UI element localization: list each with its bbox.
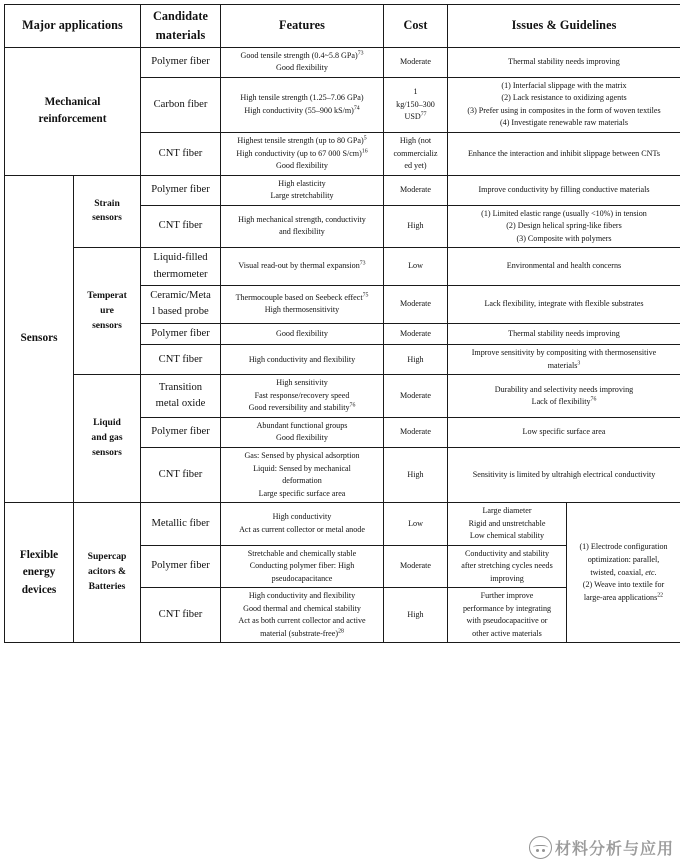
citation-sup: 28 [338, 628, 344, 635]
cost-line: kg/150–300 [396, 99, 435, 109]
features-cell [221, 545, 384, 588]
group-label-line: Mechanical [44, 95, 101, 108]
feature-line: Highest tensile strength (up to 80 GPa)$^5$ [237, 135, 367, 145]
citation-sup: 73 [359, 260, 366, 267]
table-row [5, 375, 680, 418]
material-line: Ceramic/Meta [150, 290, 211, 302]
feature-line: Good tensile strength (0.4~5.8 GPa)$^{73}$ [240, 50, 364, 60]
cost-line: ed yet) [404, 161, 427, 171]
feature-line: Conducting polymer fiber: High [249, 561, 355, 571]
feature-line: High conductivity (55–900 kS/m)$^{74}$ [244, 105, 360, 115]
feature-line: material (substrate-free)$^{28}$ [260, 628, 344, 638]
cost-cell: Moderate [384, 323, 448, 344]
issues-cell: Improve conductivity by filling conductive materials [448, 175, 680, 205]
feature-line: Good reversibility and stability$^{76}$ [248, 402, 356, 413]
feature-line: High thermosensitivity [264, 305, 340, 315]
subgroup-liquid-gas-sensors [74, 375, 141, 503]
features-cell [221, 205, 384, 248]
guideline-line: large-area applications$^{22}$ [583, 591, 664, 602]
cost-cell: Moderate [384, 175, 448, 205]
subgroup-label-line: Batteries [88, 581, 126, 593]
guidelines-cell [567, 503, 680, 643]
cost-line: 1 [413, 87, 418, 97]
material-name: Metallic fiber [141, 503, 221, 546]
feature-line: deformation [282, 476, 322, 486]
material-name [141, 248, 221, 286]
citation-sup: 75 [362, 292, 369, 299]
feature-line: High sensitivity [276, 378, 328, 388]
features-cell [221, 47, 384, 77]
feature-line: Good thermal and chemical stability [243, 603, 361, 613]
header-cost: Cost [384, 5, 448, 48]
material-line: metal oxide [155, 398, 206, 410]
watermark-text: 材料分析与应用 [554, 839, 674, 858]
subgroup-supercapacitors-batteries [74, 503, 141, 643]
material-name: CNT fiber [141, 448, 221, 503]
cost-cell: Moderate [384, 47, 448, 77]
feature-line: High elasticity [278, 178, 326, 188]
features-cell: Good flexibility [221, 323, 384, 344]
material-name: Polymer fiber [141, 47, 221, 77]
issue-line: performance by integrating [462, 603, 552, 613]
citation-sup: 16 [361, 147, 368, 154]
material-name: Polymer fiber [141, 323, 221, 344]
issue-line: Large diameter [482, 506, 532, 516]
issue-line: after stretching cycles needs [461, 561, 553, 571]
feature-line: High tensile strength (1.25–7.06 GPa) [240, 93, 364, 103]
issues-cell: Sensitivity is limited by ultrahigh electrical conductivity [448, 448, 680, 503]
feature-line: Liquid: Sensed by mechanical [253, 463, 351, 473]
issues-cell [448, 588, 567, 643]
material-name: Polymer fiber [141, 545, 221, 588]
guideline-line: (2) Weave into textile for [582, 580, 665, 590]
cost-cell: Moderate [384, 286, 448, 324]
watermark [529, 836, 674, 859]
features-cell [221, 286, 384, 324]
issue-line: (4) Investigate renewable raw materials [499, 118, 629, 128]
subgroup-strain-sensors [74, 175, 141, 248]
issues-cell: Thermal stability needs improving [448, 47, 680, 77]
issues-cell: Thermal stability needs improving [448, 323, 680, 344]
citation-sup: 73 [357, 50, 364, 57]
header-candidate-materials: Candidate materials [141, 5, 221, 48]
header-features: Features [221, 5, 384, 48]
table-header-row [5, 5, 680, 48]
issue-line: (1) Limited elastic range (usually <10%) in tension [481, 208, 647, 218]
feature-line: Good flexibility [276, 63, 328, 73]
feature-line: High conductivity (up to 67 000 S/cm)$^{16}$ [236, 147, 368, 158]
table-row [5, 175, 680, 205]
issue-line: with pseudocapacitive or [466, 616, 548, 626]
citation-sup: 76 [590, 396, 597, 403]
group-label-line: energy [22, 566, 56, 579]
citation-sup: 3 [577, 360, 581, 367]
material-name: Carbon fiber [141, 77, 221, 132]
citation-sup: 77 [420, 111, 427, 118]
table-row [5, 47, 680, 77]
material-name: CNT fiber [141, 133, 221, 176]
material-name [141, 375, 221, 418]
material-line: Liquid-filled [153, 252, 208, 264]
features-cell [221, 133, 384, 176]
cost-cell: Moderate [384, 417, 448, 447]
citation-sup: 5 [363, 135, 367, 142]
feature-line: High mechanical strength, conductivity [238, 214, 366, 224]
features-cell [221, 375, 384, 418]
table-row [5, 503, 680, 546]
features-cell [221, 175, 384, 205]
features-cell [221, 248, 384, 286]
feature-line: Good flexibility [276, 433, 328, 443]
issue-line: other active materials [472, 628, 542, 638]
subgroup-label-line: Supercap [87, 551, 127, 563]
material-name: CNT fiber [141, 588, 221, 643]
issue-line: (3) Prefer using in composites in the form of woven textiles [467, 105, 661, 115]
cost-line: commercializ [393, 148, 438, 158]
subgroup-label-line: ure [100, 304, 114, 316]
feature-line: and flexibility [279, 227, 325, 237]
group-label-line: devices [21, 583, 57, 596]
circle-logo-icon [529, 836, 552, 859]
issues-cell: Lack flexibility, integrate with flexible substrates [448, 286, 680, 324]
feature-line: Act as both current collector and active [238, 616, 366, 626]
features-cell [221, 77, 384, 132]
material-name: Polymer fiber [141, 175, 221, 205]
issue-line: (3) Composite with polymers [516, 233, 612, 243]
cost-line: USD$^{77}$ [404, 111, 427, 122]
material-name: Polymer fiber [141, 417, 221, 447]
cost-line: High (not [399, 136, 432, 145]
cost-cell: Moderate [384, 375, 448, 418]
material-line: thermometer [153, 268, 208, 280]
citation-sup: 74 [353, 105, 360, 112]
subgroup-label-line: Temperat [87, 290, 127, 301]
issue-line: Rigid and unstretchable [468, 518, 546, 528]
issue-line: materials$^3$ [547, 360, 581, 370]
group-label-line: reinforcement [38, 113, 107, 126]
issues-cell: Low specific surface area [448, 417, 680, 447]
feature-line: Large stretchability [270, 191, 334, 201]
feature-line: Thermocouple based on Seebeck effect$^{75}$ [235, 292, 369, 302]
guideline-line: (1) Electrode configuration [579, 542, 668, 552]
cost-cell: High [384, 588, 448, 643]
cost-cell: High [384, 205, 448, 248]
cost-cell: High [384, 448, 448, 503]
subgroup-label-line: acitors & [87, 566, 127, 578]
subgroup-label-line: sensors [92, 212, 122, 224]
cost-cell [384, 133, 448, 176]
issues-cell [448, 545, 567, 588]
issue-line: Conductivity and stability [464, 548, 550, 558]
cost-cell: Low [384, 248, 448, 286]
feature-line: pseudocapacitance [271, 573, 333, 583]
subgroup-label-line: Liquid [93, 417, 121, 429]
header-major-applications: Major applications [5, 5, 141, 48]
issue-line: (2) Design helical spring-like fibers [506, 221, 622, 231]
group-label-line: Flexible [19, 548, 59, 561]
citation-sup: 76 [349, 402, 356, 409]
feature-line: Act as current collector or metal anode [239, 524, 365, 534]
guideline-line: twisted, coaxial, etc. [590, 567, 657, 577]
citation-sup: 22 [657, 591, 664, 598]
cost-cell: Moderate [384, 545, 448, 588]
issues-cell [448, 375, 680, 418]
cost-cell [384, 77, 448, 132]
issue-line: Low chemical stability [469, 531, 545, 541]
features-cell [221, 448, 384, 503]
guideline-line: optimization: parallel, [587, 554, 660, 564]
issues-cell [448, 345, 680, 375]
table-row [5, 248, 680, 286]
issue-line: improving [490, 573, 524, 583]
issues-cell [448, 503, 567, 546]
material-name: CNT fiber [141, 205, 221, 248]
features-cell [221, 503, 384, 546]
feature-line: Stretchable and chemically stable [247, 548, 357, 558]
material-name [141, 286, 221, 324]
features-cell [221, 417, 384, 447]
issue-line: Further improve [480, 591, 534, 601]
issues-cell: Enhance the interaction and inhibit slippage between CNTs [448, 133, 680, 176]
feature-line: Gas: Sensed by physical adsorption [244, 451, 360, 460]
issue-line: Improve sensitivity by compositing with thermosensitive [471, 348, 657, 358]
issues-cell: Environmental and health concerns [448, 248, 680, 286]
feature-line: Large specific surface area [258, 488, 346, 498]
header-issues-guidelines: Issues & Guidelines [448, 5, 680, 48]
material-name: CNT fiber [141, 345, 221, 375]
cost-cell: High [384, 345, 448, 375]
issue-line: Lack of flexibility$^{76}$ [531, 396, 597, 407]
feature-line: Good flexibility [276, 161, 328, 171]
issues-cell [448, 205, 680, 248]
material-line: l based probe [152, 306, 209, 318]
subgroup-temperature-sensors [74, 248, 141, 375]
issue-line: (2) Lack resistance to oxidizing agents [501, 93, 627, 103]
feature-line: High conductivity [272, 512, 332, 522]
issue-line: (1) Interfacial slippage with the matrix [501, 80, 627, 90]
features-cell: High conductivity and flexibility [221, 345, 384, 375]
feature-line: High conductivity and flexibility [248, 591, 356, 601]
features-cell [221, 588, 384, 643]
cost-cell: Low [384, 503, 448, 546]
group-flexible-energy-devices [5, 503, 74, 643]
material-line: Transition [158, 381, 203, 393]
group-mechanical-reinforcement [5, 47, 141, 175]
issue-line: Durability and selectivity needs improving [494, 384, 634, 394]
subgroup-label-line: and gas [91, 432, 123, 444]
feature-line: Visual read-out by thermal expansion$^{73}$ [238, 260, 366, 271]
subgroup-label-line: sensors [92, 319, 122, 331]
subgroup-label-line: Strain [94, 197, 120, 209]
issues-cell [448, 77, 680, 132]
group-label-lines [8, 94, 137, 129]
group-sensors: Sensors [5, 175, 74, 503]
feature-line: Abundant functional groups [256, 420, 348, 430]
subgroup-label-line: sensors [92, 447, 122, 459]
feature-line: Fast response/recovery speed [254, 390, 350, 400]
comparison-table [4, 4, 680, 643]
